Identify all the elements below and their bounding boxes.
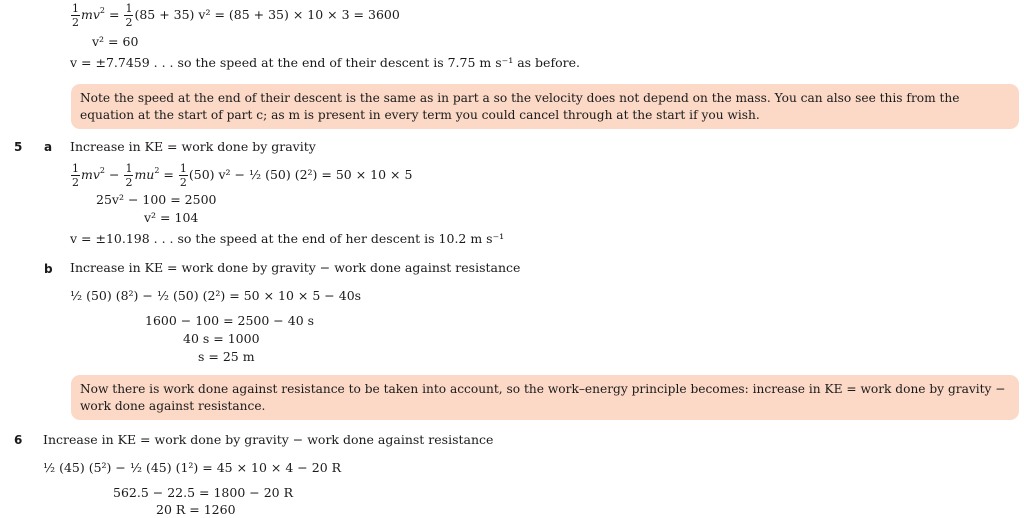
q5b-heading: Increase in KE = work done by gravity − work done against resistance bbox=[70, 260, 521, 275]
fraction-half: $\frac{1}{2}$ bbox=[179, 162, 187, 189]
q5b-eq2: 1600 − 100 = 2500 − 40 s bbox=[145, 313, 315, 328]
q6-eq3: 20 R = 1260 bbox=[156, 502, 236, 517]
fraction-half: $\frac{1}{2}$ bbox=[125, 2, 133, 29]
q5b-eq3: 40 s = 1000 bbox=[183, 331, 260, 346]
q5b-eq1: ½ (50) (8²) − ½ (50) (2²) = 50 × 10 × 5 − 40s bbox=[70, 288, 362, 303]
q5b-note-text: Now there is work done against resistance to be taken into account, so the work–energy principle becomes: increase in KE = work done by gravity − work done against resistance. bbox=[80, 382, 1006, 413]
q5-part-a-label: a bbox=[44, 140, 53, 154]
q5-part-b-label: b bbox=[44, 262, 53, 276]
prev-result-value: v = ±7.7459 . . . bbox=[70, 55, 174, 70]
prev-eq-line2: v² = 60 bbox=[92, 34, 139, 49]
prev-eq-line1: $\frac{1}{2}$ $mv^2$ = $\frac{1}{2}$ (85 + 35) v² = (85 + 35) × 10 × 3 = 3600 bbox=[72, 2, 400, 29]
q5a-eq2: 25v² − 100 = 2500 bbox=[96, 192, 217, 207]
q6-eq1: ½ (45) (5²) − ½ (45) (1²) = 45 × 10 × 4 − 20 R bbox=[43, 460, 342, 475]
q5a-eq1-rhs: (50) v² − ½ (50) (2²) = 50 × 10 × 5 bbox=[188, 167, 413, 182]
prev-result-text: so the speed at the end of their descent is 7.75 m s⁻¹ as before. bbox=[177, 55, 580, 70]
fraction-half: $\frac{1}{2}$ bbox=[72, 162, 79, 189]
fraction-half: $\frac{1}{2}$ bbox=[72, 2, 79, 29]
q5a-result: v = ±10.198 . . . so the speed at the end of her descent is 10.2 m s⁻¹ bbox=[70, 231, 505, 246]
q5b-note-box bbox=[71, 375, 1019, 420]
q5a-heading: Increase in KE = work done by gravity bbox=[70, 139, 316, 154]
prev-note-box bbox=[71, 84, 1019, 129]
question-number-5: 5 bbox=[14, 140, 23, 154]
q5a-eq3: v² = 104 bbox=[144, 210, 199, 225]
q6-heading: Increase in KE = work done by gravity − work done against resistance bbox=[43, 432, 494, 447]
prev-result bbox=[70, 55, 580, 70]
question-number-6: 6 bbox=[14, 433, 23, 447]
fraction-half: $\frac{1}{2}$ bbox=[125, 162, 133, 189]
q5b-eq4: s = 25 m bbox=[198, 349, 255, 364]
q5a-eq1: $\frac{1}{2}$ $mv^2$ − $\frac{1}{2}$ $mu^2$ = $\frac{1}{2}$ (50) v² − ½ (50) (2²) = 50 × 10 × 5 bbox=[72, 162, 413, 189]
prev-note-text: Note the speed at the end of their descent is the same as in part a so the velocity does not depend on the mass. You can also see this from the equation at the start of part c; as m is present in every term you could cancel through at the start if you wish. bbox=[80, 91, 960, 122]
prev-eq-line1-rhs: (85 + 35) v² = (85 + 35) × 10 × 3 = 3600 bbox=[134, 7, 400, 22]
q6-eq2: 562.5 − 22.5 = 1800 − 20 R bbox=[113, 485, 293, 500]
